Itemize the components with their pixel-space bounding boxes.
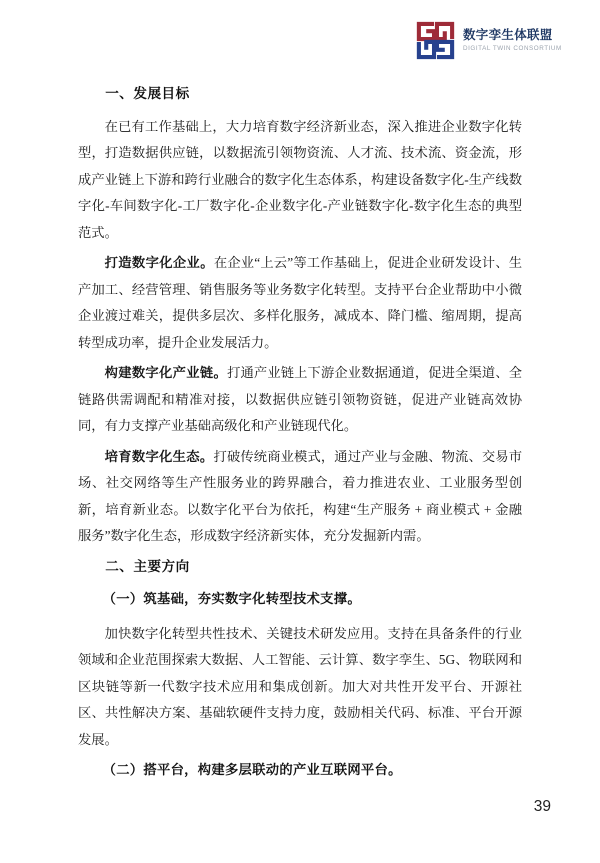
digital-twin-logo-icon <box>414 19 457 62</box>
paragraph-lead: 培育数字化生态。 <box>104 448 214 464</box>
subheading-build-foundation: （一）筑基础，夯实数字化转型技术支撑。 <box>102 591 361 606</box>
paragraph-text: 在已有工作基础上，大力培育数字经济新业态，深入推进企业数字化转型，打造数据供应链，以数据流引领物资流、人才流、技术流、资金流，形成产业链上下游和跨行业融合的数字化生态体系，构建设备数字化-生产线数字化-车间数字化-工厂数字化-企业数字化-产业链数字化-数字化生态的典型范式。 <box>78 118 522 240</box>
logo-subtitle: DIGITAL TWIN CONSORTIUM <box>463 45 562 53</box>
paragraph-lead: 打造数字化企业。 <box>104 255 214 270</box>
section-heading-main-directions: 二、主要方向 <box>105 558 190 574</box>
logo-title: 数字孪生体联盟 <box>463 27 553 42</box>
logo-text-block <box>463 28 562 54</box>
page-number: 39 <box>533 798 551 815</box>
paragraph-text: 在企业“上云”等工作基础上，促进企业研发设计、生产加工、经营管理、销售服务等业务数字化转型。支持平台企业帮助中小微企业渡过难关，提供多层次、多样化服务，减成本、降门槛、缩周期，提高转型成功率，提升企业发展活力。 <box>78 255 522 350</box>
paragraph-overview <box>78 114 522 247</box>
section-heading-development-goals: 一、发展目标 <box>105 86 190 101</box>
paragraph-digital-industry-chain <box>78 360 522 440</box>
paragraph-lead: 构建数字化产业链。 <box>104 365 228 380</box>
digital-twin-consortium-logo <box>414 19 562 62</box>
paragraph-digital-enterprise <box>78 250 522 356</box>
paragraph-text: 打通产业链上下游企业数据通道，促进全渠道、全链路供需调配和精准对接，以数据供应链引领物资链，促进产业链高效协同，有力支撑产业基础高级化和产业链现代化。 <box>78 365 522 433</box>
paragraph-text: 加快数字化转型共性技术、关键技术研发应用。支持在具备条件的行业领域和企业范围探索大数据、人工智能、云计算、数字孪生、5G、物联网和区块链等新一代数字技术应用和集成创新。加大对共性开发平台、开源社区、共性解决方案、基础软硬件支持力度，鼓励相关代码、标准、平台开源发展。 <box>78 625 522 747</box>
logo-mark-quadrant-top-right <box>437 24 452 39</box>
paragraph-text: 打破传统商业模式，通过产业与金融、物流、交易市场、社交网络等生产性服务业的跨界融合，着力推进农业、工业服务型创新，培育新业态。以数字化平台为依托，构建“生产服务 + 商业模式 + 金融服务”数字化生态，形成数字经济新实体，充分发掘新内需。 <box>78 448 522 543</box>
subheading-build-platform: （二）搭平台，构建多层联动的产业互联网平台。 <box>102 762 402 777</box>
logo-mark-quadrant-bottom-left <box>419 42 434 57</box>
logo-mark-quadrant-top-left <box>419 24 434 39</box>
document-body <box>78 81 522 792</box>
paragraph-digital-ecosystem <box>78 444 522 550</box>
logo-mark-quadrant-bottom-right <box>437 42 452 57</box>
paragraph-technology-support <box>78 621 522 754</box>
